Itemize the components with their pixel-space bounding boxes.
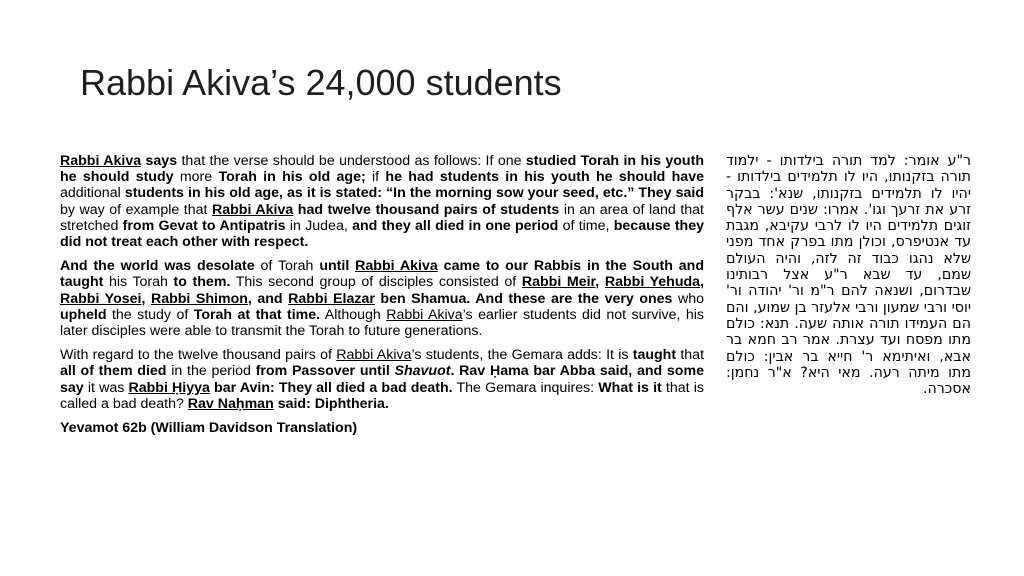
- hebrew-source-text: ר"ע אומר: למד תורה בילדותו - ילמוד תורה בזקנותו, היו לו תלמידים בילדותו - יהיו לו תלמידים בזקנותו, שנא': בבקר זרע את זרעך וגו'. אמרו: שנים עשר אלף זוגים תלמידים היו לו לרבי עקיבא, מגבת עד אנטיפרס, וכולן מתו בפרק אחד מפני שלא נהגו כבוד זה לזה, והיה העולם שמם, עד שבא ר"ע אצל רבותינו שבדרום, ושנאה להם ר"מ ור' יהודה ור' יוסי ורבי שמעון ורבי אלעזר בן שמוע, והם הם העמידו תורה אותה שעה. תנא: כולם מתו מפסח ועד עצרת. אמר רב חמא בר אבא, ואיתימא ר' חייא בר אבין: כולם מתו מיתה רעה. מאי היא? א"ר נחמן: אסכרה.: [726, 153, 971, 398]
- english-translation: [60, 153, 704, 444]
- paragraph-3: With regard to the twelve thousand pairs of Rabbi Akiva’s students, the Gemara adds: It is taught that all of them died in the period from Passover until Shavuot. Rav Ḥama bar Abba said, and some say it was Rabbi Ḥiyya bar Avin: They all died a bad death. The Gemara inquires: What is it that is called a bad death? Rav Naḥman said: Diphtheria.: [60, 347, 705, 412]
- slide-title: Rabbi Akiva’s 24,000 students: [80, 62, 562, 103]
- paragraph-1: Rabbi Akiva says that the verse should be understood as follows: If one studied Torah in his youth he should study more Torah in his old age; if he had students in his youth he should have additional students in his old age, as it is stated: “In the morning sow your seed, etc.” They said by way of example that Rabbi Akiva had twelve thousand pairs of students in an area of land that stretched from Gevat to Antipatris in Judea, and they all died in one period of time, because they did not treat each other with respect.: [60, 153, 705, 251]
- citation: Yevamot 62b (William Davidson Translation): [60, 420, 358, 437]
- paragraph-2: And the world was desolate of Torah until Rabbi Akiva came to our Rabbis in the South and taught his Torah to them. This second group of disciples consisted of Rabbi Meir, Rabbi Yehuda, Rabbi Yosei, Rabbi Shimon, and Rabbi Elazar ben Shamua. And these are the very ones who upheld the study of Torah at that time. Although Rabbi Akiva’s earlier students did not survive, his later disciples were able to transmit the Torah to future generations.: [60, 258, 705, 340]
